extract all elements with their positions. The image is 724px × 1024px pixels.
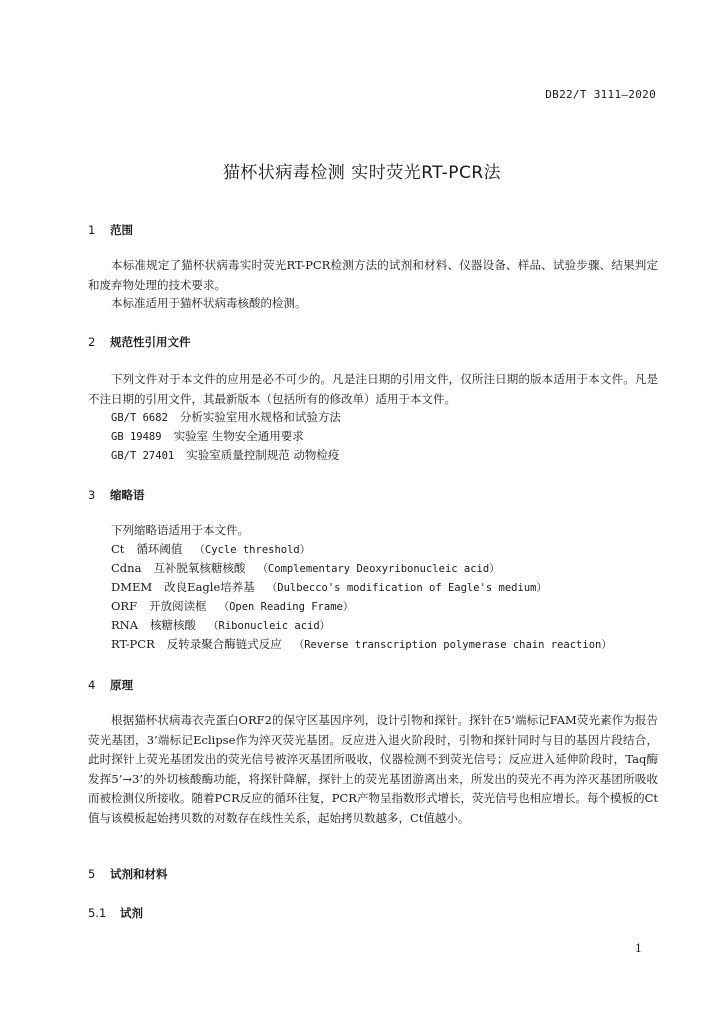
section-1-paragraph-2: 本标准适用于猫杯状病毒核酸的检测。	[111, 296, 307, 310]
abbreviation-chinese: 循环阈值	[136, 542, 183, 556]
reference-code: GB 19489	[111, 431, 162, 443]
section-2-heading	[88, 334, 191, 350]
abbreviation-term: DMEM	[111, 580, 153, 594]
reference-item	[111, 427, 304, 448]
reference-title: 实验室质量控制规范 动物检疫	[186, 448, 340, 462]
abbreviations-intro: 下列缩略语适用于本文件。	[111, 523, 249, 537]
section-1-heading	[88, 222, 133, 238]
section-5-1-heading	[88, 905, 143, 921]
reference-title: 实验室 生物安全通用要求	[173, 429, 304, 443]
abbreviation-item	[111, 597, 353, 618]
abbreviation-item	[111, 559, 500, 580]
abbreviation-english: （Dulbecco's modification of Eagle's medium）	[266, 582, 547, 594]
abbreviation-english: （Open Reading Frame）	[218, 601, 354, 613]
section-5-heading	[88, 866, 168, 882]
section-title: 缩略语	[110, 488, 145, 502]
section-title: 范围	[110, 223, 134, 237]
section-1-paragraph-1: 本标准规定了猫杯状病毒实时荧光RT-PCR检测方法的试剂和材料、仪器设备、样品、试验步骤、结果判定和废弃物处理的技术要求。	[88, 258, 658, 292]
reference-item	[111, 408, 341, 429]
section-3-heading	[88, 487, 145, 503]
abbreviation-chinese: 开放阅读框	[149, 599, 207, 613]
section-4-heading	[88, 677, 133, 693]
section-4-paragraph-1: 根据猫杯状病毒衣壳蛋白ORF2的保守区基因序列，设计引物和探针。探针在5’端标记FAM荧光素作为报告荧光基团，3’端标记Eclipse作为淬灭荧光基团。反应进入退火阶段时，引物和探针同时与目的基因片段结合，此时探针上荧光基团发出的荧光信号被淬灭基团所吸收，仪器检测不到荧光信号；反应进入延伸阶段时，Taq酶发挥5’→3’的外切核酸酶功能，将探针降解，探针上的荧光基团游离出来，所发出的荧光不再为淬灭基团所吸收而被检测仪所接收。随着PCR反应的循环往复，PCR产物呈指数形式增长，荧光信号也相应增长。每个模板的Ct值与该模板起始拷贝数的对数存在线性关系，起始拷贝数越多，Ct值越小。	[88, 713, 658, 825]
abbreviation-term: ORF	[111, 599, 138, 613]
abbreviation-chinese: 改良Eagle培养基	[164, 580, 255, 594]
abbreviation-english: （Ribonucleic acid）	[208, 620, 331, 632]
reference-item	[111, 446, 339, 467]
standard-code: DB22/T 3111—2020	[545, 88, 656, 101]
section-number: 4	[88, 678, 96, 692]
document-title: 猫杯状病毒检测 实时荧光RT-PCR法	[222, 163, 502, 183]
abbreviation-chinese: 互补脱氧核糖核酸	[153, 561, 246, 575]
section-2-paragraph-1: 下列文件对于本文件的应用是必不可少的。凡是注日期的引用文件，仅所注日期的版本适用于本文件。凡是不注日期的引用文件，其最新版本（包括所有的修改单）适用于本文件。	[88, 372, 658, 406]
reference-title: 分析实验室用水规格和试验方法	[179, 410, 341, 424]
abbreviation-english: （Reverse transcription polymerase chain reaction）	[293, 639, 612, 651]
abbreviation-chinese: 反转录聚合酶链式反应	[166, 637, 282, 651]
section-number: 5.1	[88, 906, 107, 920]
section-number: 5	[88, 867, 96, 881]
abbreviation-term: Cdna	[111, 561, 142, 575]
abbreviation-item	[111, 540, 310, 561]
page-number: 1	[635, 942, 642, 955]
abbreviation-item	[111, 578, 547, 599]
section-title: 规范性引用文件	[110, 335, 191, 349]
section-number: 1	[88, 223, 96, 237]
section-title: 试剂	[120, 906, 144, 920]
abbreviation-term: Ct	[111, 542, 125, 556]
reference-code: GB/T 27401	[111, 450, 175, 462]
abbreviation-item	[111, 635, 612, 656]
section-number: 3	[88, 488, 96, 502]
reference-code: GB/T 6682	[111, 412, 168, 424]
abbreviation-term: RT-PCR	[111, 637, 155, 651]
abbreviation-chinese: 核糖核酸	[150, 618, 197, 632]
abbreviation-item	[111, 616, 330, 637]
abbreviation-english: （Cycle threshold）	[194, 544, 311, 556]
abbreviation-english: （Complementary Deoxyribonucleic acid）	[257, 563, 500, 575]
section-number: 2	[88, 335, 96, 349]
section-title: 原理	[110, 678, 134, 692]
abbreviation-term: RNA	[111, 618, 139, 632]
section-title: 试剂和材料	[110, 867, 168, 881]
